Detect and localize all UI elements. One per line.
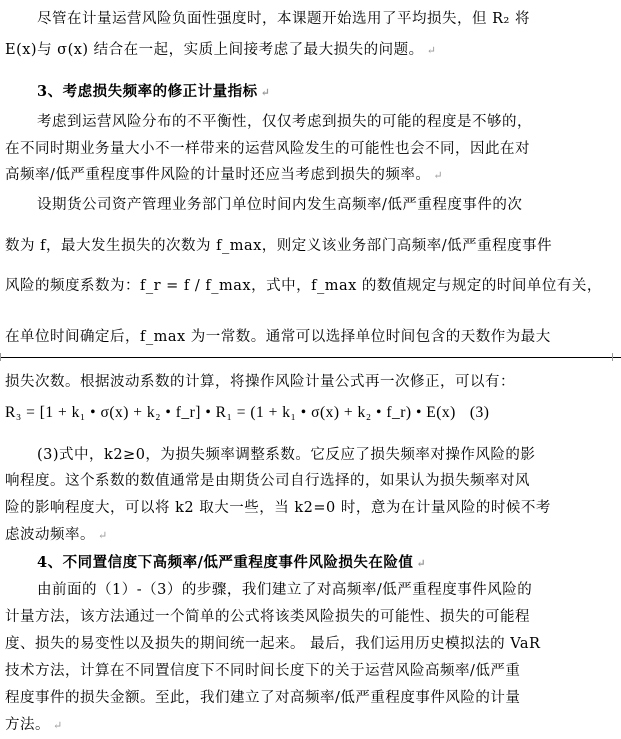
section-4-heading: 4、不同置信度下高频率/低严重程度事件风险损失在险值 ↵: [37, 554, 427, 571]
paragraph-1-line-1: 尽管在计量运营风险负面性强度时，本课题开始选用了平均损失，但 R₂ 将: [37, 11, 530, 27]
paragraph-4-line-3: 险的影响程度大，可以将 k2 取大一些，当 k2=0 时，意为在计量风险的时候不考: [5, 500, 551, 516]
paragraph-4-line-2: 响程度。这个系数的数值通常是由期货公司自行选择的，如果认为损失频率对风: [5, 473, 530, 489]
paragraph-5-line-4: 技术方法，计算在不同置信度下不同时间长度下的关于运营风险高频率/低严重: [5, 663, 521, 679]
paragraph-2-line-3: 高频率/低严重程度事件风险的计量时还应当考虑到损失的频率。 ↵: [5, 167, 444, 183]
paragraph-mark: ↵: [260, 86, 271, 99]
formula-3-number: (3): [469, 404, 490, 421]
formula-3: [5, 404, 489, 422]
paragraph-mark: ↵: [426, 44, 437, 57]
formula-3-expression: R₃ = [1 + k₁ • σ(x) + k₂ • f_r] • R₁ = (1 + k₁ • σ(x) + k₂ • f_r) • E(x): [5, 404, 456, 421]
paragraph-2-line-2: 在不同时期业务量大小不一样带来的运营风险发生的可能性也会不同，因此在对: [5, 141, 530, 157]
paragraph-4-line-1: (3)式中，k2≥0，为损失频率调整系数。它反应了损失频率对操作风险的影: [37, 447, 536, 463]
paragraph-3-line-4: 在单位时间确定后，f_max 为一常数。通常可以选择单位时间包含的天数作为最大: [5, 329, 551, 345]
paragraph-1-line-2: E(x)与 σ(x) 结合在一起，实质上间接考虑了最大损失的问题。 ↵: [5, 42, 437, 58]
paragraph-mark: ↵: [53, 719, 63, 732]
paragraph-4-line-4: 虑波动频率。 ↵: [5, 527, 108, 543]
paragraph-mark: ↵: [416, 557, 427, 570]
paragraph-2-line-1: 考虑到运营风险分布的不平衡性，仅仅考虑到损失的可能的程度是不够的，: [37, 114, 532, 130]
paragraph-mark: ↵: [433, 169, 444, 182]
paragraph-3-line-2: 数为 f，最大发生损失的次数为 f_max，则定义该业务部门高频率/低严重程度事件: [5, 238, 553, 254]
section-3-heading: 3、考虑损失频率的修正计量指标 ↵: [37, 83, 271, 100]
page-divider: [0, 357, 621, 358]
paragraph-mark: ↵: [98, 529, 108, 542]
paragraph-3-line-1: 设期货公司资产管理业务部门单位时间内发生高频率/低严重程度事件的次: [37, 197, 523, 213]
paragraph-5-line-6: 方法。 ↵: [5, 717, 63, 733]
divider-left-marker: [0, 353, 7, 361]
paragraph-3-line-3: 风险的频度系数为：f_r = f / f_max，式中，f_max 的数值规定与规定的时间单位有关，: [5, 278, 602, 294]
paragraph-5-line-2: 计量方法，该方法通过一个简单的公式将该类风险损失的可能性、损失的可能程: [5, 609, 530, 625]
paragraph-5-line-1: 由前面的（1）-（3）的步骤，我们建立了对高频率/低严重程度事件风险的: [37, 582, 533, 598]
paragraph-3-line-5: 损失次数。根据波动系数的计算，将操作风险计量公式再一次修正，可以有：: [5, 374, 515, 390]
paragraph-5-line-3: 度、损失的易变性以及损失的期间统一起来。 最后，我们运用历史模拟法的 VaR: [5, 636, 541, 652]
divider-right-marker: [612, 353, 619, 361]
paragraph-5-line-5: 程度事件的损失金额。至此，我们建立了对高频率/低严重程度事件风险的计量: [5, 690, 521, 706]
